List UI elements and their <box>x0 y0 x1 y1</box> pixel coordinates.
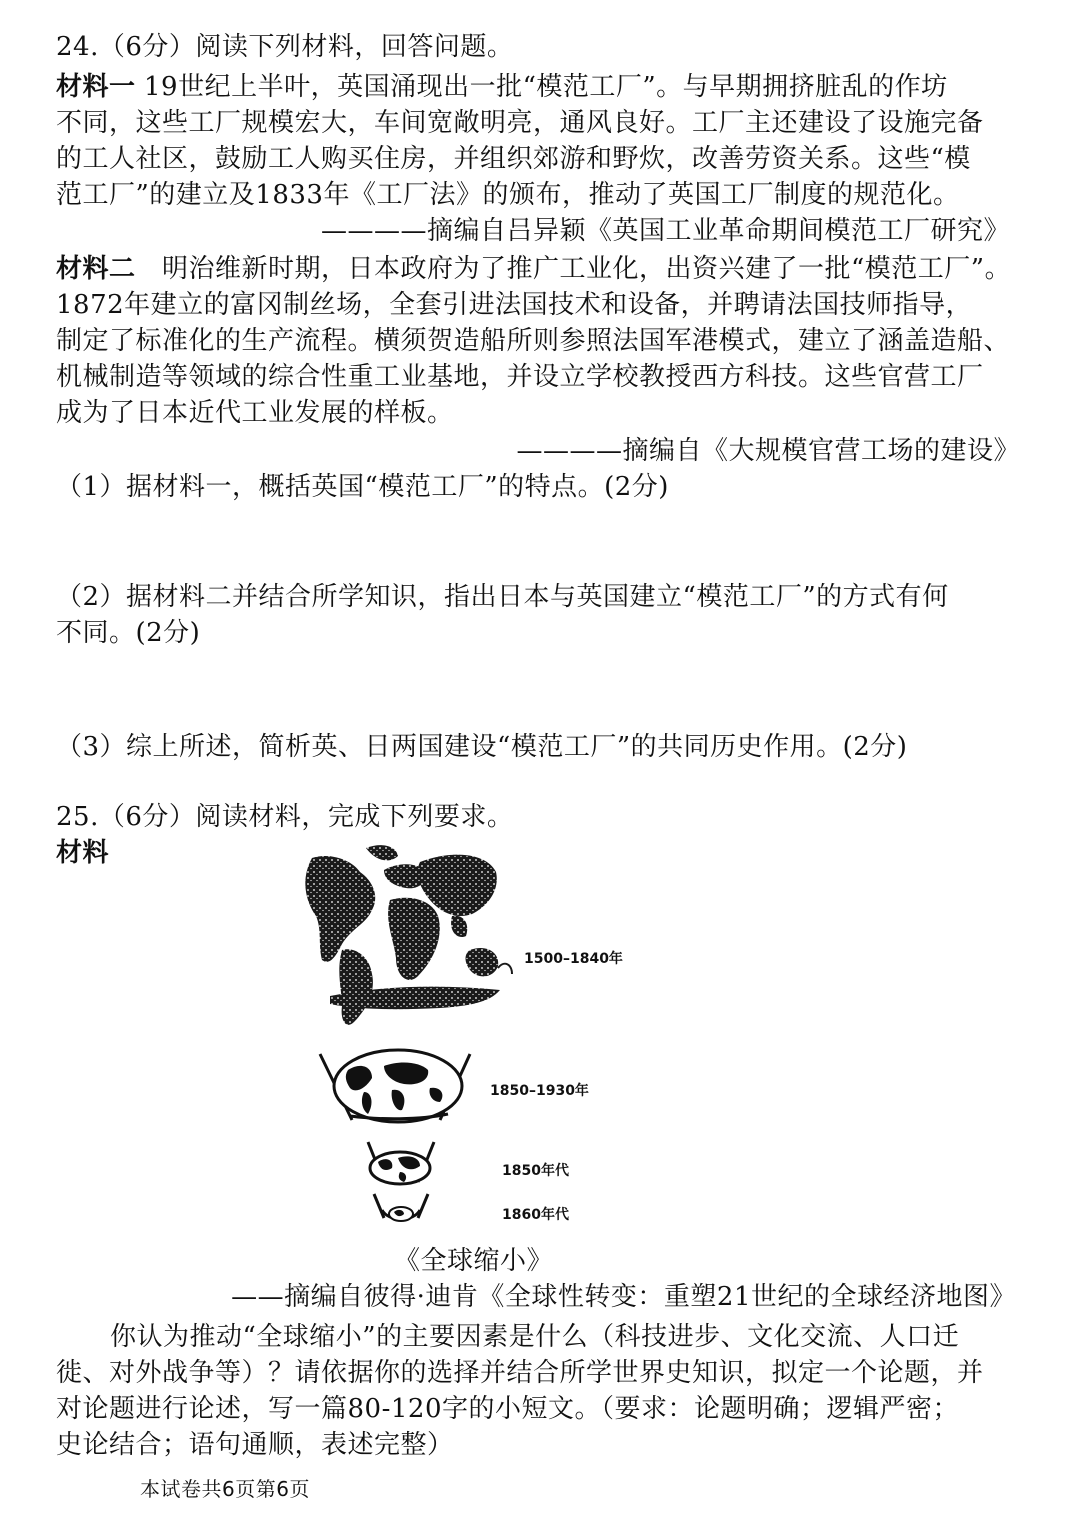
world-map-tiny-icon <box>382 1207 420 1221</box>
q24-material2-line: 机械制造等领域的综合性重工业基地，并设立学校教授西方科技。这些官营工厂 <box>56 362 984 392</box>
figure-caption: 《全球缩小》 <box>394 1246 554 1276</box>
world-map-large-icon <box>305 845 512 1025</box>
q24-material2-source: ————摘编自《大规模官营工场的建设》 <box>516 436 1020 466</box>
world-map-medium-icon <box>334 1050 462 1122</box>
q25-prompt-line: 对论题进行论述，写一篇80-120字的小短文。（要求：论题明确；逻辑严密； <box>56 1394 959 1424</box>
q24-material1-line: 的工人社区，鼓励工人购买住房，并组织郊游和野炊，改善劳资关系。这些“模 <box>56 144 971 174</box>
q24-subquestion-2: （2）据材料二并结合所学知识，指出日本与英国建立“模范工厂”的方式有何 <box>56 582 949 612</box>
period-label: 1850–1930年 <box>490 1083 589 1099</box>
q24-subquestion-1: （1）据材料一，概括英国“模范工厂”的特点。(2分) <box>56 472 669 502</box>
period-label: 1500–1840年 <box>524 951 623 967</box>
q24-material1-line: 19世纪上半叶，英国涌现出一批“模范工厂”。与早期拥挤脏乱的作坊 <box>144 72 948 102</box>
q25-prompt-line: 史论结合；语句通顺，表述完整） <box>56 1430 454 1460</box>
q25-prompt-line: 徙、对外战争等）？请依据你的选择并结合所学世界史知识，拟定一个论题，并 <box>56 1358 984 1388</box>
q25-heading: 25.（6分）阅读材料，完成下列要求。 <box>56 802 514 832</box>
q24-material1-label: 材料一 <box>56 72 136 102</box>
period-label: 1860年代 <box>502 1207 569 1223</box>
q24-material2-line: 明治维新时期，日本政府为了推广工业化，出资兴建了一批“模范工厂”。 <box>162 254 1012 284</box>
q24-subquestion-2-cont: 不同。(2分) <box>56 618 201 648</box>
period-label: 1850年代 <box>502 1163 569 1179</box>
q24-material1-line: 范工厂”的建立及1833年《工厂法》的颁布，推动了英国工厂制度的规范化。 <box>56 180 960 210</box>
figure-source: ——摘编自彼得·迪肯《全球性转变：重塑21世纪的全球经济地图》 <box>231 1282 1016 1312</box>
q24-material2-line: 成为了日本近代工业发展的样板。 <box>56 398 454 428</box>
q24-material1-line: 不同，这些工厂规模宏大，车间宽敞明亮，通风良好。工厂主还建设了设施完备 <box>56 108 984 138</box>
q24-material2-label: 材料二 <box>56 254 136 284</box>
page-footer: 本试卷共6页第6页 <box>140 1477 310 1501</box>
q24-subquestion-3: （3）综上所述，简析英、日两国建设“模范工厂”的共同历史作用。(2分) <box>56 732 908 762</box>
q24-heading: 24.（6分）阅读下列材料，回答问题。 <box>56 32 514 62</box>
world-map-small-icon <box>370 1152 430 1184</box>
q24-material2-line: 1872年建立的富冈制丝场，全套引进法国技术和设备，并聘请法国技师指导， <box>56 290 973 320</box>
q25-prompt-line: 你认为推动“全球缩小”的主要因素是什么（科技进步、文化交流、人口迁 <box>110 1322 960 1352</box>
q24-material2-line: 制定了标准化的生产流程。横须贺造船所则参照法国军港模式，建立了涵盖造船、 <box>56 326 1011 356</box>
q25-material-label: 材料 <box>56 838 110 868</box>
q24-material1-source: ————摘编自吕异颖《英国工业革命期间模范工厂研究》 <box>320 216 1010 246</box>
